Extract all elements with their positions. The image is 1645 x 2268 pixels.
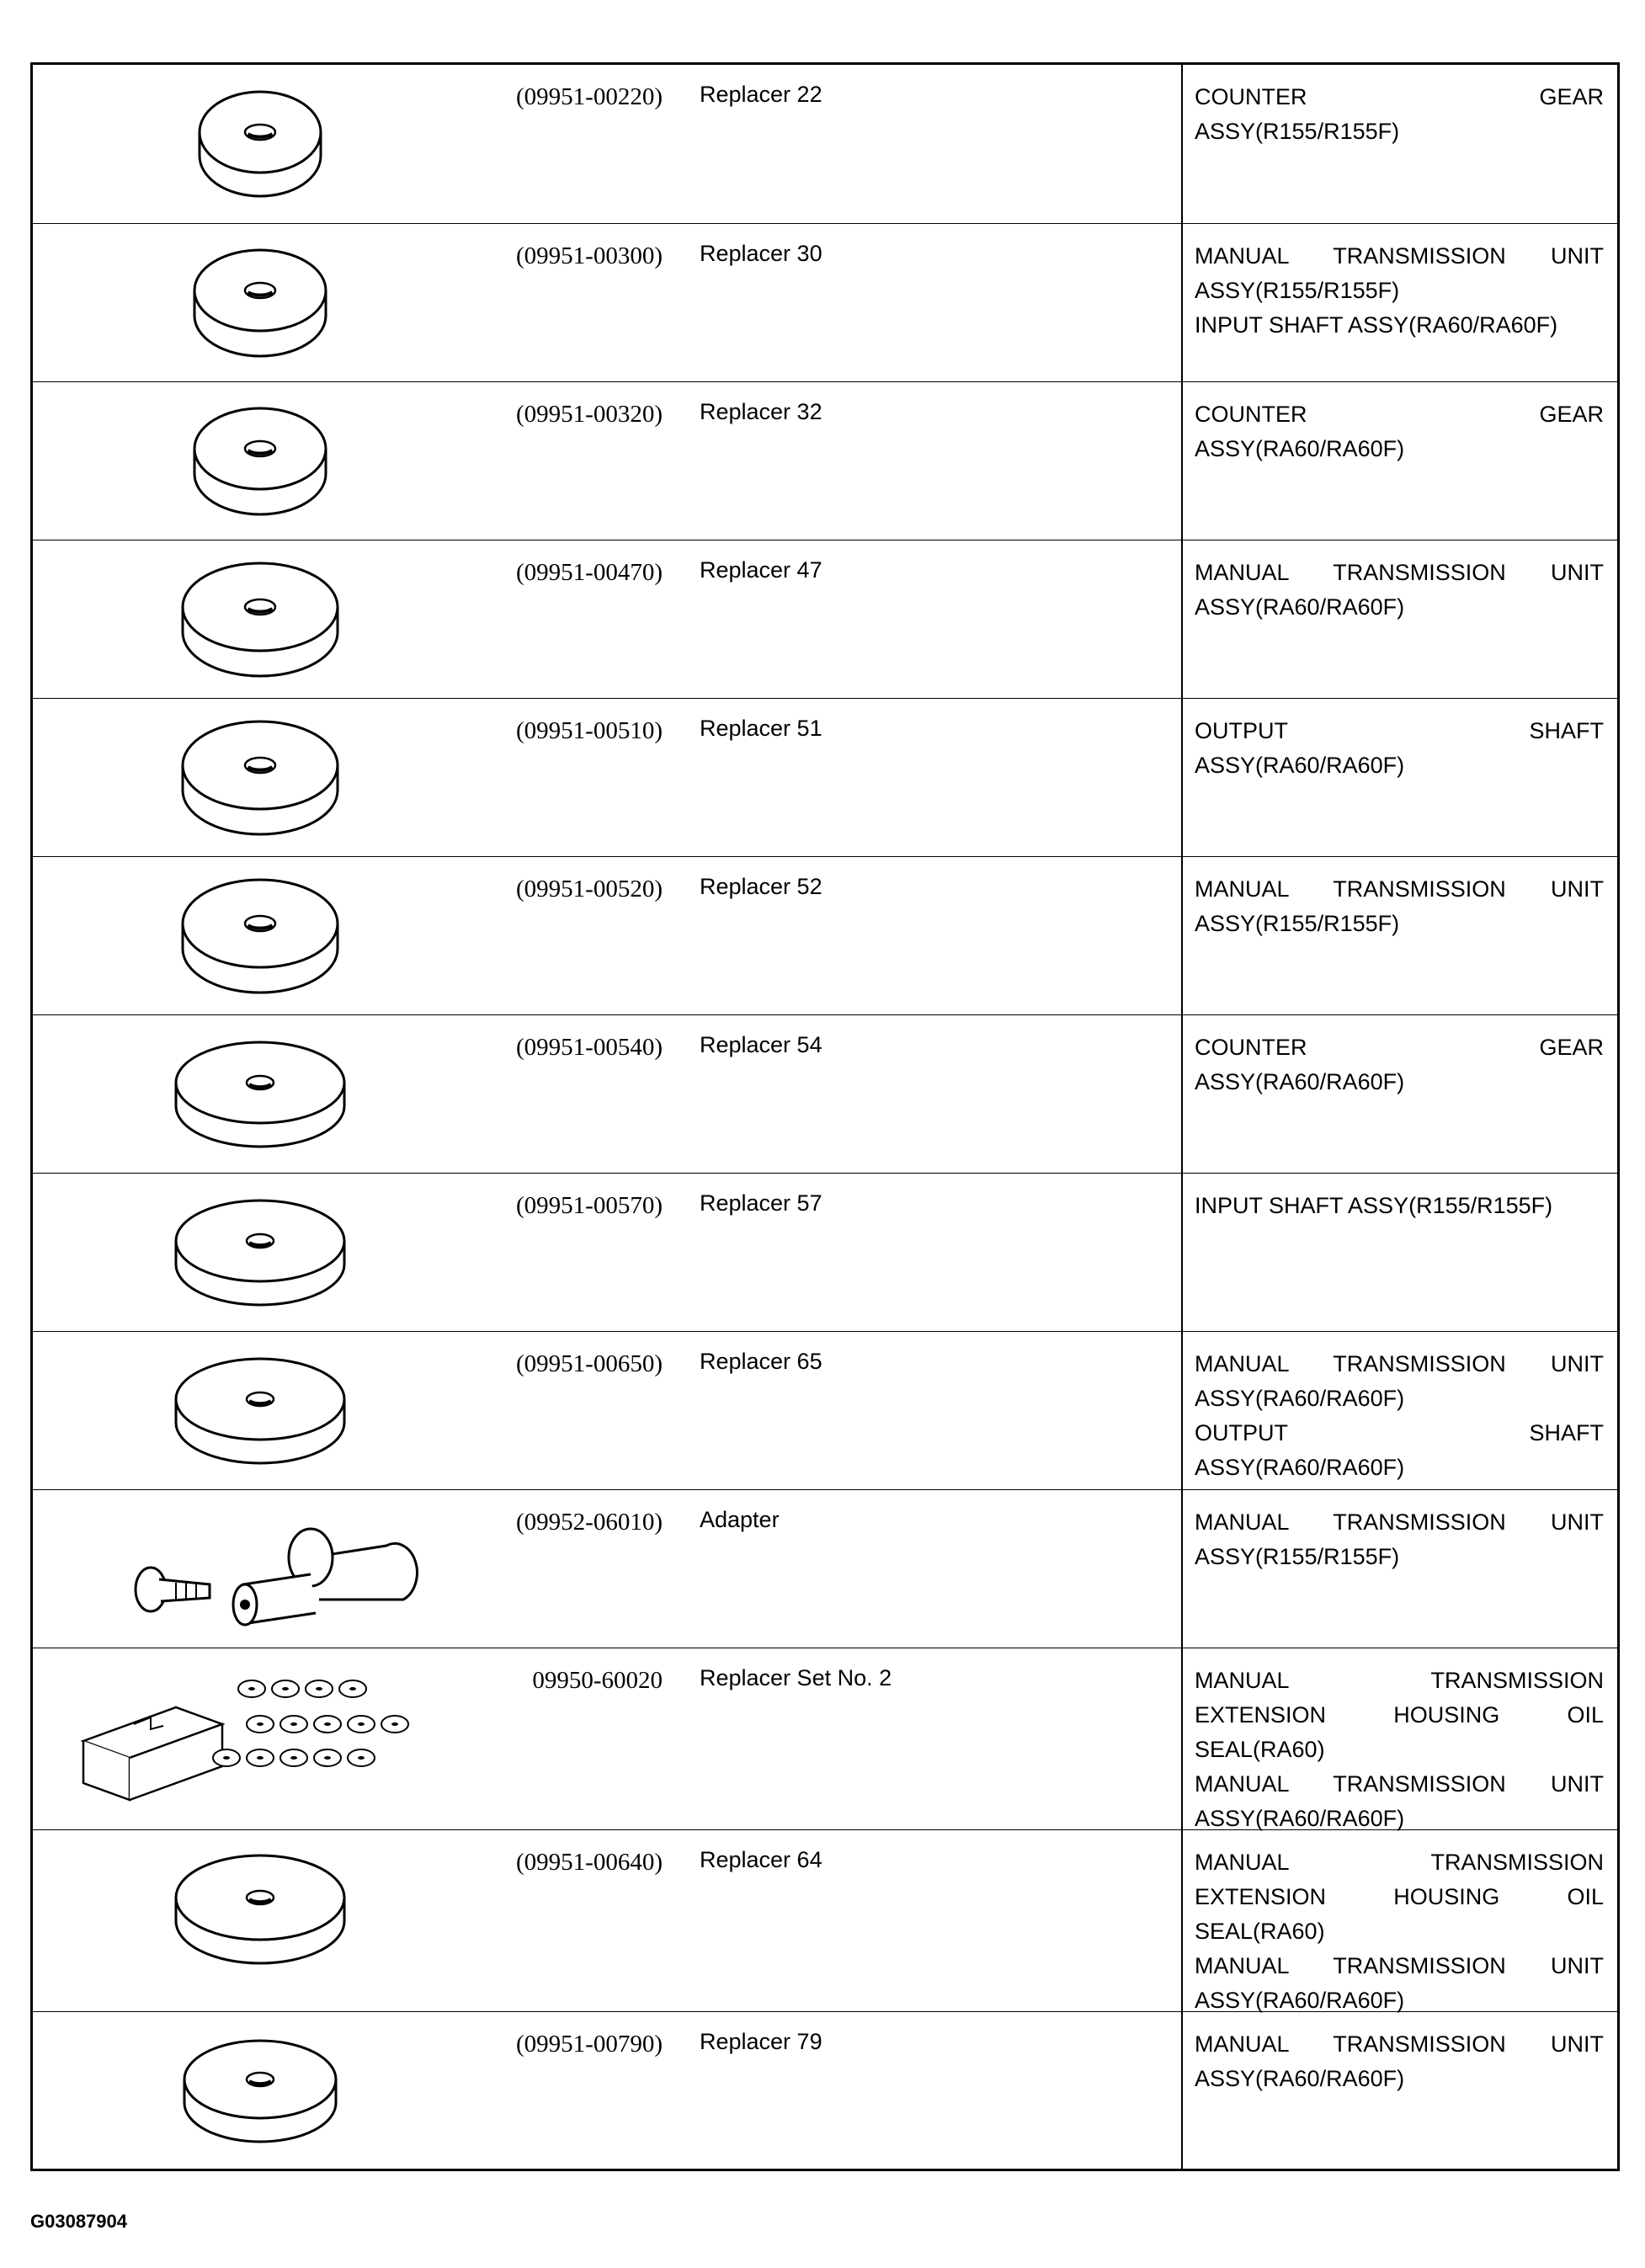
tool-name: Replacer 52 bbox=[700, 874, 822, 899]
usage-line: SEAL(RA60) bbox=[1195, 1737, 1325, 1762]
tool-name: Replacer 79 bbox=[700, 2029, 822, 2054]
usage-line: MANUAL TRANSMISSION bbox=[1195, 1850, 1604, 1875]
usage-line: ASSY(RA60/RA60F) bbox=[1195, 2066, 1405, 2091]
replacer-washer-icon bbox=[183, 721, 338, 834]
replacer-washer-icon bbox=[200, 92, 321, 196]
tool-illustration bbox=[33, 1174, 487, 1331]
usage-cell bbox=[1181, 1174, 1617, 1331]
tool-name: Replacer Set No. 2 bbox=[700, 1665, 892, 1690]
replacer-washer-icon bbox=[176, 1042, 344, 1147]
replacer-washer-icon bbox=[183, 563, 338, 676]
replacer-washer-icon bbox=[194, 408, 326, 514]
special-tool-table bbox=[30, 62, 1620, 2171]
usage-line: OUTPUT SHAFT bbox=[1195, 718, 1604, 743]
part-number: (09951-00470) bbox=[516, 559, 663, 586]
tool-name: Replacer 57 bbox=[700, 1190, 822, 1216]
tool-name: Replacer 64 bbox=[700, 1847, 822, 1872]
usage-line: MANUAL TRANSMISSION UNIT bbox=[1195, 1351, 1604, 1376]
usage-cell bbox=[1181, 65, 1617, 223]
part-number: (09951-00320) bbox=[516, 401, 663, 428]
part-number: (09951-00570) bbox=[516, 1192, 663, 1219]
tool-name: Replacer 54 bbox=[700, 1032, 822, 1057]
usage-line: SEAL(RA60) bbox=[1195, 1919, 1325, 1944]
part-number: 09950-60020 bbox=[532, 1667, 663, 1694]
tool-row bbox=[33, 1173, 1617, 1331]
usage-line: MANUAL TRANSMISSION UNIT bbox=[1195, 560, 1604, 585]
usage-line: ASSY(RA60/RA60F) bbox=[1195, 1806, 1405, 1831]
tool-row bbox=[33, 2011, 1617, 2169]
tool-illustration bbox=[33, 2012, 487, 2169]
tool-illustration bbox=[33, 224, 487, 381]
usage-line: COUNTER GEAR bbox=[1195, 84, 1604, 109]
usage-line: ASSY(RA60/RA60F) bbox=[1195, 1455, 1405, 1480]
usage-line: MANUAL TRANSMISSION UNIT bbox=[1195, 2031, 1604, 2057]
usage-line: OUTPUT SHAFT bbox=[1195, 1420, 1604, 1445]
usage-line: ASSY(R155/R155F) bbox=[1195, 911, 1400, 936]
usage-line: ASSY(R155/R155F) bbox=[1195, 1544, 1400, 1569]
usage-line: EXTENSION HOUSING OIL bbox=[1195, 1702, 1604, 1728]
usage-cell bbox=[1181, 857, 1617, 1014]
tool-row bbox=[33, 65, 1617, 223]
usage-cell bbox=[1181, 224, 1617, 381]
tool-row bbox=[33, 1014, 1617, 1173]
replacer-washer-icon bbox=[184, 2041, 336, 2142]
tool-row bbox=[33, 381, 1617, 540]
part-number: (09951-00520) bbox=[516, 876, 663, 902]
replacer-washer-icon bbox=[176, 1855, 344, 1963]
usage-line: MANUAL TRANSMISSION bbox=[1195, 1668, 1604, 1693]
usage-cell bbox=[1181, 1648, 1617, 1829]
usage-line: COUNTER GEAR bbox=[1195, 1035, 1604, 1060]
tool-name: Adapter bbox=[700, 1507, 780, 1532]
part-number: (09952-06010) bbox=[516, 1509, 663, 1536]
usage-line: MANUAL TRANSMISSION UNIT bbox=[1195, 1509, 1604, 1535]
usage-line: ASSY(RA60/RA60F) bbox=[1195, 436, 1405, 461]
usage-line: MANUAL TRANSMISSION UNIT bbox=[1195, 876, 1604, 902]
usage-cell bbox=[1181, 540, 1617, 698]
usage-line: COUNTER GEAR bbox=[1195, 402, 1604, 427]
tool-row bbox=[33, 1829, 1617, 2011]
tool-row bbox=[33, 223, 1617, 381]
usage-cell bbox=[1181, 1830, 1617, 2011]
tool-illustration bbox=[33, 699, 487, 856]
usage-line: MANUAL TRANSMISSION UNIT bbox=[1195, 1771, 1604, 1797]
replacer-washer-icon bbox=[176, 1359, 344, 1463]
tool-row bbox=[33, 698, 1617, 856]
usage-cell bbox=[1181, 699, 1617, 856]
tool-name: Replacer 65 bbox=[700, 1349, 822, 1374]
usage-cell bbox=[1181, 1490, 1617, 1648]
tool-illustration bbox=[33, 1332, 487, 1489]
usage-line: ASSY(R155/R155F) bbox=[1195, 278, 1400, 303]
usage-cell bbox=[1181, 382, 1617, 540]
tool-name: Replacer 30 bbox=[700, 241, 822, 266]
part-number: (09951-00640) bbox=[516, 1849, 663, 1876]
usage-line: MANUAL TRANSMISSION UNIT bbox=[1195, 243, 1604, 269]
part-number: (09951-00650) bbox=[516, 1350, 663, 1377]
usage-line: MANUAL TRANSMISSION UNIT bbox=[1195, 1953, 1604, 1978]
usage-line: ASSY(RA60/RA60F) bbox=[1195, 594, 1405, 620]
tool-name: Replacer 22 bbox=[700, 82, 822, 107]
figure-id: G03087904 bbox=[30, 2211, 127, 2232]
tool-illustration bbox=[33, 1015, 487, 1173]
tool-name: Replacer 47 bbox=[700, 557, 822, 583]
tool-name: Replacer 32 bbox=[700, 399, 822, 424]
tool-illustration bbox=[33, 540, 487, 698]
usage-line: ASSY(R155/R155F) bbox=[1195, 119, 1400, 144]
replacer-washer-icon bbox=[194, 250, 326, 356]
usage-cell bbox=[1181, 1332, 1617, 1489]
tool-row bbox=[33, 540, 1617, 698]
tool-row bbox=[33, 1331, 1617, 1489]
adapter-icon bbox=[136, 1529, 417, 1625]
tool-illustration bbox=[33, 857, 487, 1014]
usage-line: EXTENSION HOUSING OIL bbox=[1195, 1884, 1604, 1909]
tool-row bbox=[33, 1648, 1617, 1829]
tool-illustration bbox=[33, 1490, 487, 1648]
usage-cell bbox=[1181, 2012, 1617, 2169]
tool-illustration bbox=[33, 1648, 487, 1829]
tool-illustration bbox=[33, 382, 487, 540]
usage-line: ASSY(RA60/RA60F) bbox=[1195, 753, 1405, 778]
usage-line: INPUT SHAFT ASSY(RA60/RA60F) bbox=[1195, 312, 1558, 338]
tool-illustration bbox=[33, 1830, 487, 2011]
usage-line: INPUT SHAFT ASSY(R155/R155F) bbox=[1195, 1193, 1553, 1218]
part-number: (09951-00300) bbox=[516, 242, 663, 269]
usage-line: ASSY(RA60/RA60F) bbox=[1195, 1988, 1405, 2013]
replacer-washer-icon bbox=[176, 1201, 344, 1305]
tool-name: Replacer 51 bbox=[700, 716, 822, 741]
part-number: (09951-00510) bbox=[516, 717, 663, 744]
part-number: (09951-00790) bbox=[516, 2031, 663, 2058]
tool-row bbox=[33, 856, 1617, 1014]
usage-line: ASSY(RA60/RA60F) bbox=[1195, 1386, 1405, 1411]
replacer-washer-icon bbox=[183, 880, 338, 993]
usage-cell bbox=[1181, 1015, 1617, 1173]
part-number: (09951-00220) bbox=[516, 83, 663, 110]
usage-line: ASSY(RA60/RA60F) bbox=[1195, 1069, 1405, 1094]
tool-row bbox=[33, 1489, 1617, 1648]
tool-illustration bbox=[33, 65, 487, 223]
replacer-set-icon bbox=[83, 1680, 408, 1800]
part-number: (09951-00540) bbox=[516, 1034, 663, 1061]
